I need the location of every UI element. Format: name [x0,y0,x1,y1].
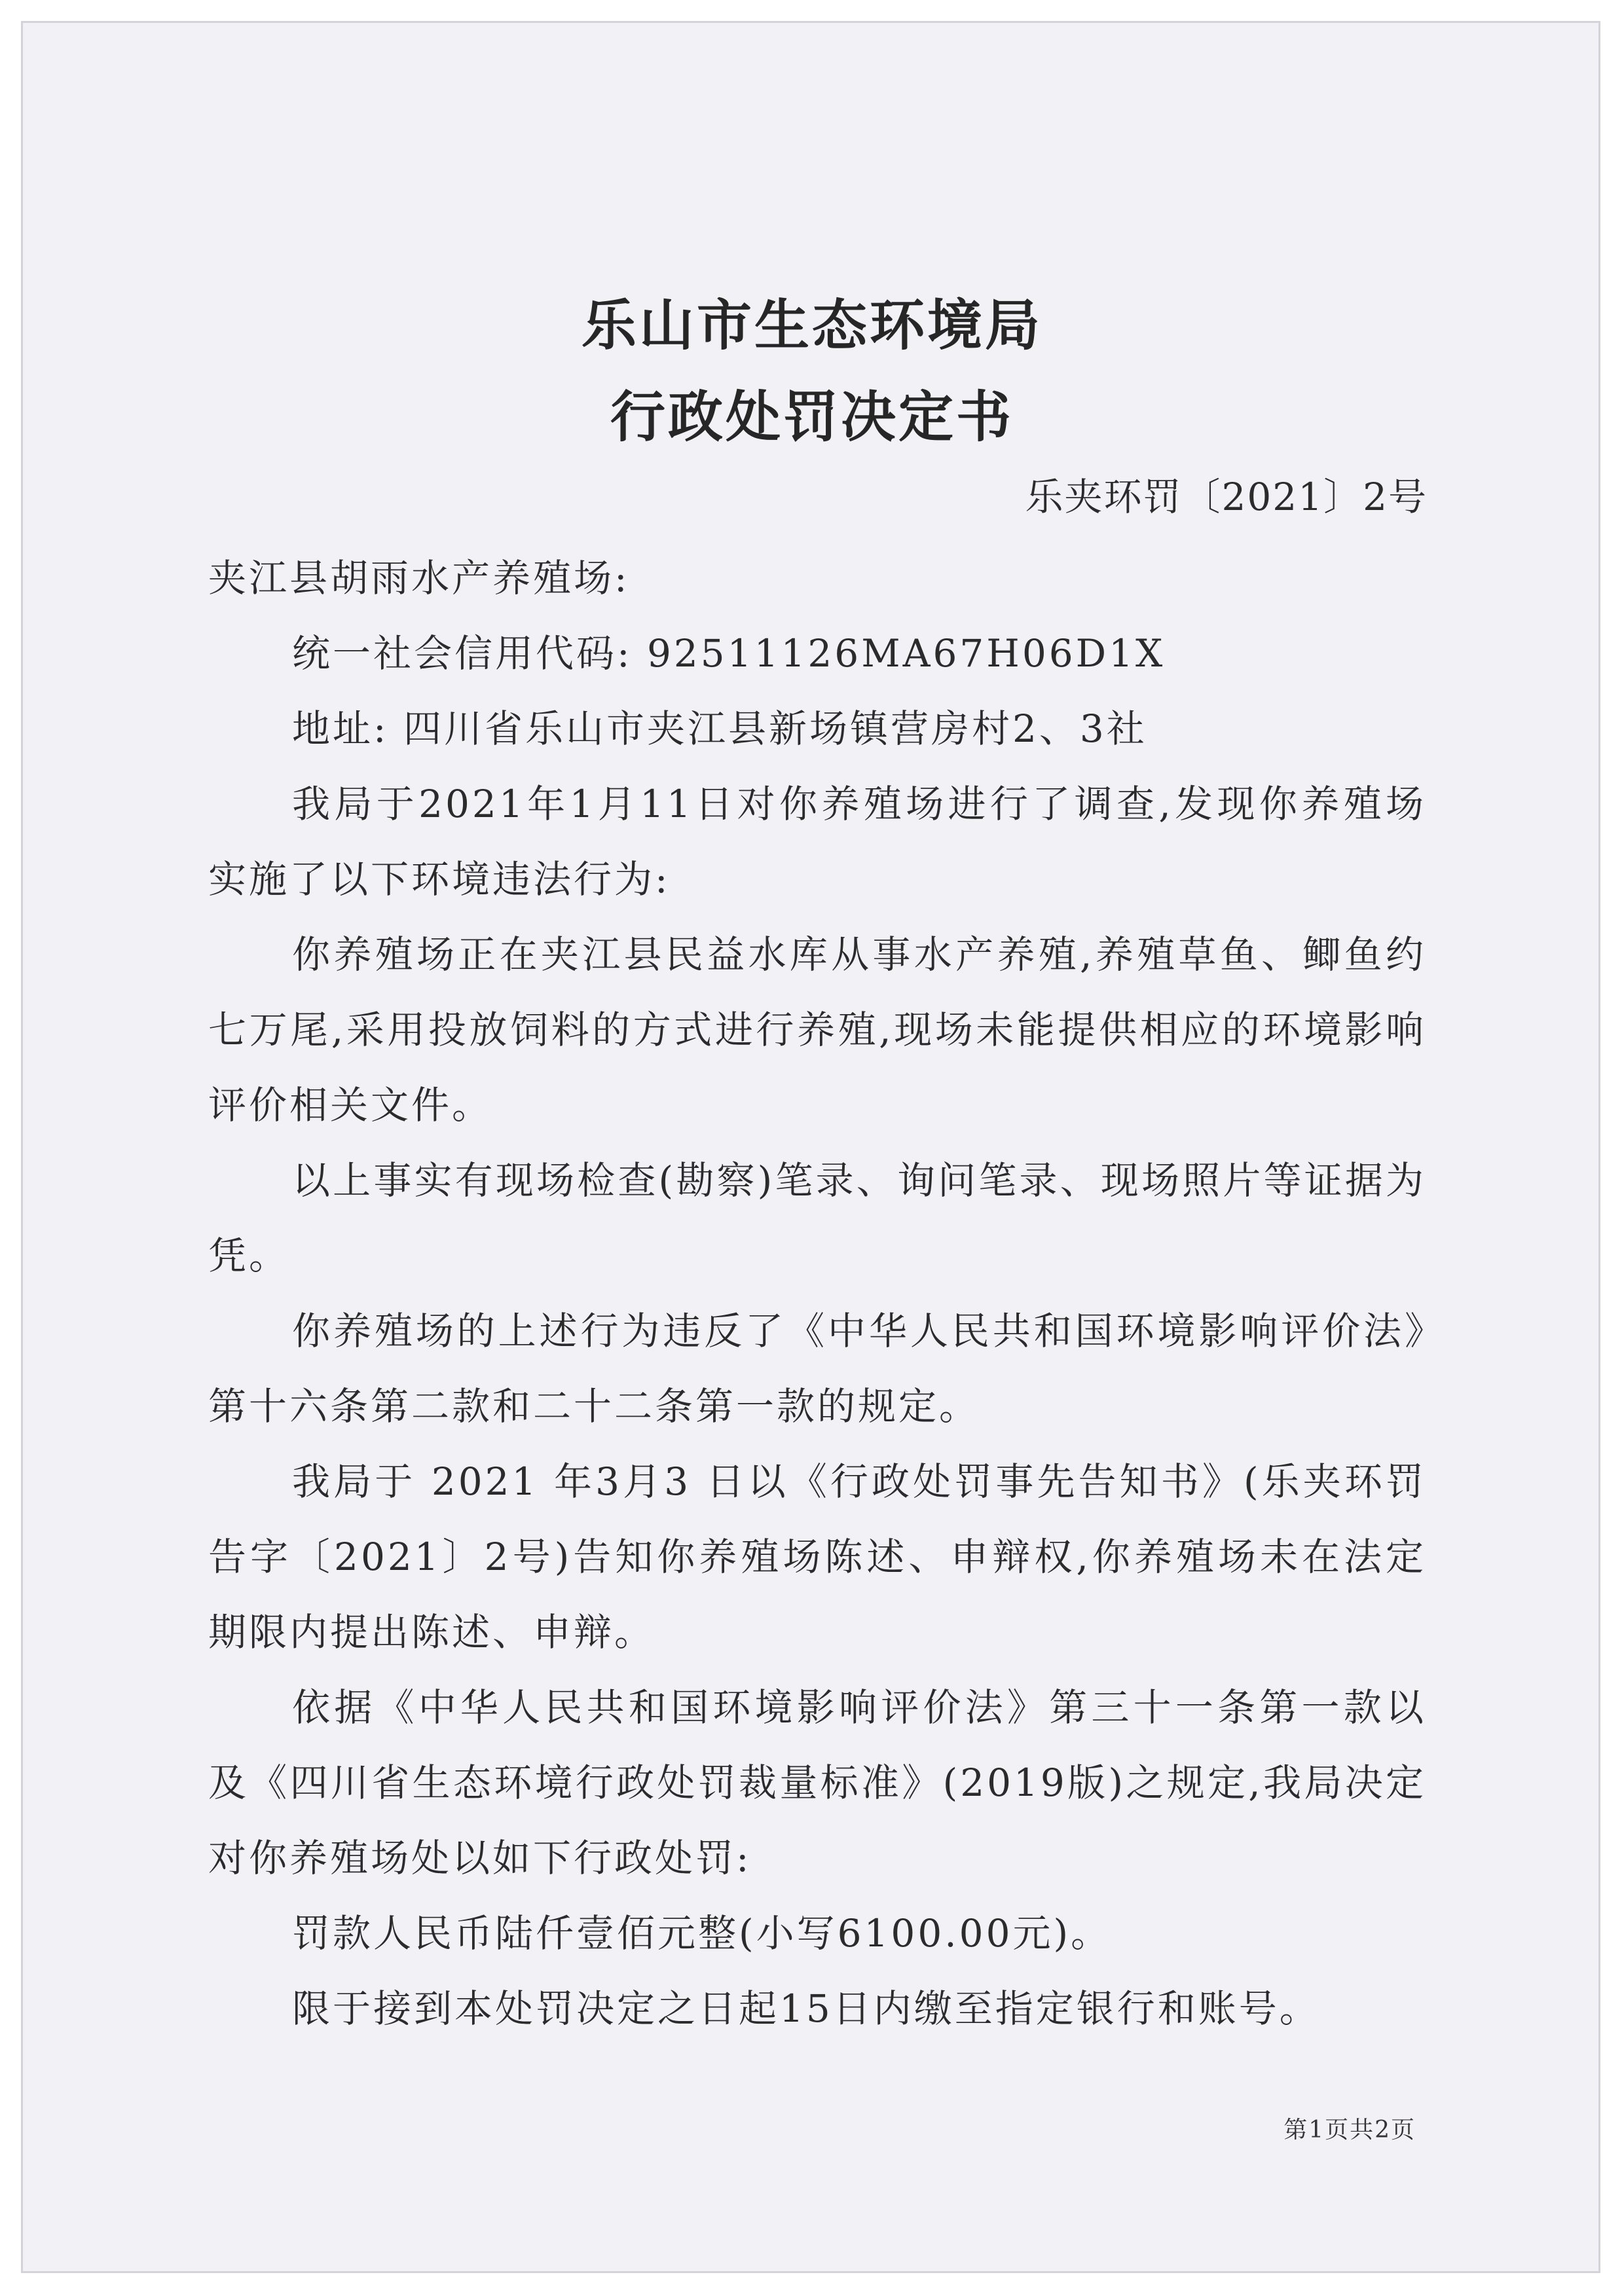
payment-deadline-paragraph: 限于接到本处罚决定之日起15日内缴至指定银行和账号。 [292,1986,1320,2031]
recipient-name: 夹江县胡雨水产养殖场: [208,556,630,600]
address-line: 地址: 四川省乐山市夹江县新场镇营房村2、3社 [292,706,1147,751]
document-body [208,541,1426,2047]
evidence-paragraph: 以上事实有现场检查(勘察)笔录、询问笔录、现场照片等证据为凭。 [208,1158,1426,1278]
credit-code-line: 统一社会信用代码: 92511126MA67H06D1X [292,631,1166,676]
document-number: 乐夹环罚〔2021〕2号 [1025,475,1428,519]
prior-notice-paragraph: 我局于 2021 年3月3 日以《行政处罚事先告知书》(乐夹环罚告字〔2021〕2号)告知你养殖场陈述、申辩权,你养殖场未在法定期限内提出陈述、申辩。 [208,1459,1426,1654]
investigation-paragraph: 我局于2021年1月11日对你养殖场进行了调查,发现你养殖场实施了以下环境违法行为: [208,782,1426,902]
legal-violation-paragraph: 你养殖场的上述行为违反了《中华人民共和国环境影响评价法》第十六条第二款和二十二条第一款的规定。 [208,1309,1426,1429]
legal-basis-paragraph: 依据《中华人民共和国环境影响评价法》第三十一条第一款以及《四川省生态环境行政处罚裁量标准》(2019版)之规定,我局决定对你养殖场处以如下行政处罚: [208,1685,1426,1880]
page-indicator: 第1页共2页 [1283,2117,1416,2143]
document-type-title: 行政处罚决定书 [610,385,1014,449]
violation-facts-paragraph: 你养殖场正在夹江县民益水库从事水产养殖,养殖草鱼、鲫鱼约七万尾,采用投放饲料的方式进行养殖,现场未能提供相应的环境影响评价相关文件。 [208,932,1426,1127]
issuing-authority-title: 乐山市生态环境局 [581,293,1043,357]
penalty-amount-paragraph: 罚款人民币陆仟壹佰元整(小写6100.00元)。 [292,1911,1112,1956]
